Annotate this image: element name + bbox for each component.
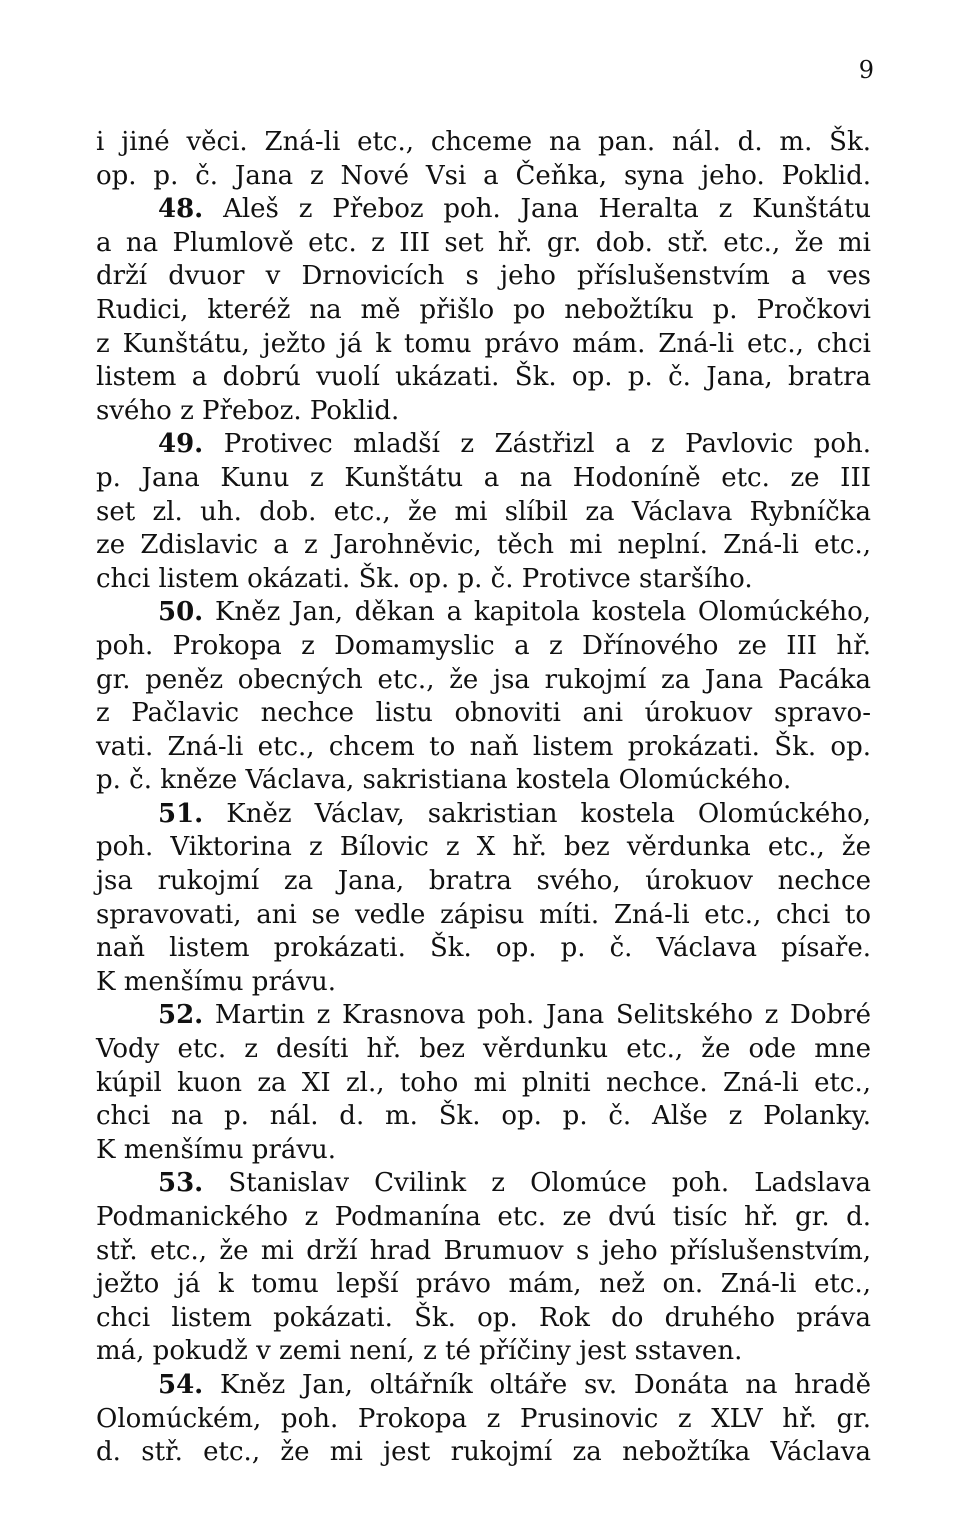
text-line — [96, 899, 871, 933]
line-text: Olomúckém, poh. Prokopa z Prusinovic z XLV hř. gr. — [96, 1403, 871, 1434]
line-text: Vody etc. z desíti hř. bez věrdunku etc., že ode mne — [96, 1034, 871, 1065]
text-line — [96, 999, 871, 1033]
line-text: Podmanického z Podmanína etc. ze dvú tisíc hř. gr. d. — [96, 1202, 871, 1232]
text-line — [96, 1100, 871, 1134]
line-text: ze Zdislavic a z Jarohněvic, těch mi neplní. Zná-li etc., — [96, 530, 871, 561]
line-text: p. Jana Kunu z Kunštátu a na Hodoníně etc. ze III — [96, 462, 871, 493]
line-text: jsa rukojmí za Jana, bratra svého, úrokuov nechce — [96, 866, 871, 897]
line-text: chci listem okázati. Šk. op. p. č. Protivce staršího. — [96, 563, 753, 594]
line-text: Kněz Jan, děkan a kapitola kostela Olomúckého, — [203, 597, 871, 628]
text-line — [96, 1167, 871, 1201]
text-line — [96, 1369, 871, 1403]
page-number: 9 — [858, 56, 874, 84]
line-text: a na Plumlově etc. z III set hř. gr. dob. stř. etc., že mi — [96, 227, 871, 258]
text-line — [96, 126, 871, 160]
line-text: poh. Prokopa z Domamyslic a z Dřínového ze III hř. — [96, 630, 871, 661]
line-text: vati. Zná-li etc., chcem to naň listem prokázati. Šk. op. — [96, 731, 871, 762]
line-text: Kněz Václav, sakristian kostela Olomúckého, — [203, 798, 871, 829]
line-text: i jiné věci. Zná-li etc., chceme na pan. nál. d. m. Šk. — [96, 127, 871, 157]
line-text: drží dvuor v Drnovicích s jeho příslušenstvím a ves — [96, 261, 871, 292]
text-line — [96, 563, 871, 597]
text-line — [96, 1436, 871, 1470]
text-line — [96, 932, 871, 966]
text-line — [96, 1201, 871, 1235]
line-text: p. č. kněze Václava, sakristiana kostela Olomúckého. — [96, 765, 792, 796]
line-text: K menšímu právu. — [96, 966, 337, 997]
text-line — [96, 1268, 871, 1302]
line-text: z Pačlavic nechce listu obnoviti ani úrokuov spravo- — [96, 698, 871, 729]
text-line — [96, 966, 871, 1000]
line-text: K menšímu právu. — [96, 1134, 337, 1165]
text-line — [96, 462, 871, 496]
text-line — [96, 664, 871, 698]
text-line — [96, 160, 871, 194]
line-text: Stanislav Cvilink z Olomúce poh. Ladslava — [203, 1168, 871, 1199]
line-text: op. p. č. Jana z Nové Vsi a Čeňka, syna jeho. Poklid. — [96, 160, 871, 191]
line-text: Martin z Krasnova poh. Jana Selitského z Dobré — [203, 1000, 871, 1031]
text-line — [96, 697, 871, 731]
line-text: d. stř. etc., že mi jest rukojmí za nebožtíka Václava — [96, 1437, 871, 1468]
entry-number: 48. — [158, 194, 204, 225]
line-text: chci na p. nál. d. m. Šk. op. p. č. Alše z Polanky. — [96, 1101, 871, 1132]
line-text: gr. peněz obecných etc., že jsa rukojmí za Jana Pacáka — [96, 664, 871, 695]
line-text: Rudici, kteréž na mě přišlo po nebožtíku p. Pročkovi — [96, 294, 871, 325]
text-line — [96, 496, 871, 530]
line-text: z Kunštátu, ježto já k tomu právo mám. Zná-li etc., chci — [96, 328, 871, 359]
line-text: Kněz Jan, oltářník oltáře sv. Donáta na hradě — [203, 1369, 871, 1400]
line-text: naň listem prokázati. Šk. op. p. č. Václava písaře. — [96, 933, 871, 964]
text-line — [96, 227, 871, 261]
text-line — [96, 428, 871, 462]
text-line — [96, 731, 871, 765]
line-text: Protivec mladší z Zástřizl a z Pavlovic poh. — [203, 429, 871, 460]
text-line — [96, 361, 871, 395]
text-line — [96, 1067, 871, 1101]
text-line — [96, 328, 871, 362]
entry-number: 52. — [158, 1000, 204, 1031]
text-line — [96, 596, 871, 630]
line-text: kúpil kuon za XI zl., toho mi plniti nechce. Zná-li etc., — [96, 1067, 871, 1098]
text-line — [96, 798, 871, 832]
line-text: stř. etc., že mi drží hrad Brumuov s jeho příslušenstvím, — [96, 1235, 871, 1266]
text-line — [96, 1335, 871, 1369]
text-line — [96, 1134, 871, 1168]
text-line — [96, 1235, 871, 1269]
text-line — [96, 260, 871, 294]
entry-number: 50. — [158, 597, 204, 628]
text-line — [96, 831, 871, 865]
entry-number: 49. — [158, 429, 204, 460]
text-line — [96, 294, 871, 328]
text-line — [96, 1033, 871, 1067]
text-line — [96, 193, 871, 227]
text-line — [96, 630, 871, 664]
line-text: Aleš z Přeboz poh. Jana Heralta z Kunštátu — [203, 194, 871, 225]
text-line — [96, 395, 871, 429]
line-text: svého z Přeboz. Poklid. — [96, 395, 400, 426]
body-text — [96, 126, 871, 1470]
line-text: chci listem pokázati. Šk. op. Rok do druhého práva — [96, 1302, 871, 1333]
entry-number: 51. — [158, 798, 204, 829]
line-text: set zl. uh. dob. etc., že mi slíbil za Václava Rybníčka — [96, 496, 871, 527]
text-line — [96, 529, 871, 563]
line-text: listem a dobrú vuolí ukázati. Šk. op. p. č. Jana, bratra — [96, 362, 871, 393]
line-text: ježto já k tomu lepší právo mám, než on. Zná-li etc., — [96, 1269, 871, 1300]
text-line — [96, 1403, 871, 1437]
entry-number: 53. — [158, 1168, 204, 1199]
entry-number: 54. — [158, 1369, 204, 1400]
text-line — [96, 764, 871, 798]
text-line — [96, 865, 871, 899]
line-text: má, pokudž v zemi není, z té příčiny jest sstaven. — [96, 1336, 743, 1367]
line-text: spravovati, ani se vedle zápisu míti. Zná-li etc., chci to — [96, 899, 871, 930]
line-text: poh. Viktorina z Bílovic z X hř. bez věrdunka etc., že — [96, 832, 871, 863]
text-line — [96, 1302, 871, 1336]
